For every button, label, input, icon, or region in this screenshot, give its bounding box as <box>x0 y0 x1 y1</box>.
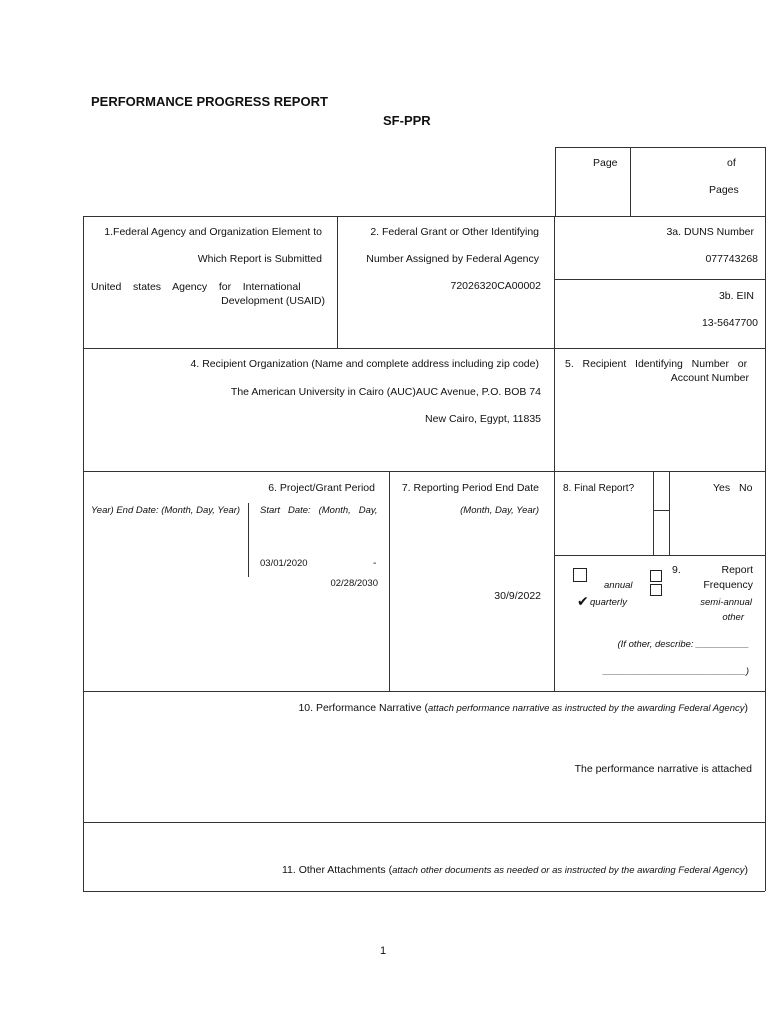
final-report-no[interactable]: No <box>739 482 753 494</box>
project-period-dash: - <box>373 557 377 569</box>
page-box-divider <box>630 147 631 217</box>
form-left-border <box>83 216 84 892</box>
quarterly-label: quarterly <box>590 597 627 608</box>
frequency-label-number: 9. <box>672 564 681 576</box>
project-period-label: 6. Project/Grant Period <box>268 482 375 494</box>
row3-divider-1 <box>389 471 390 692</box>
period-inner-divider <box>248 503 249 577</box>
recipient-address-line2: New Cairo, Egypt, 11835 <box>425 413 541 425</box>
performance-narrative-label-prefix: 10. Performance Narrative ( <box>298 702 429 714</box>
federal-agency-value-line1: United states Agency for International <box>91 281 301 293</box>
other-label: other <box>722 612 744 623</box>
grant-label-line2: Number Assigned by Federal Agency <box>366 253 539 265</box>
reporting-period-sublabel: (Month, Day, Year) <box>460 505 539 516</box>
frequency-label-report: Report <box>721 564 753 576</box>
recipient-id-label-line2: Account Number <box>670 372 749 384</box>
page-box-top-border <box>555 147 765 148</box>
project-start-date-label: Start Date: (Month, Day, <box>260 505 378 516</box>
row1-divider-1 <box>337 216 338 348</box>
other-attachments-label-instructions: attach other documents as needed or as instructed by the awarding Federal Agency <box>392 865 745 876</box>
recipient-label: 4. Recipient Organization (Name and complete address including zip code) <box>190 358 539 370</box>
grant-number: 72026320CA00002 <box>450 280 541 292</box>
recipient-address-line1: The American University in Cairo (AUC)AUC Avenue, P.O. BOB 74 <box>230 386 541 398</box>
quarterly-checkmark-icon[interactable]: ✔ <box>577 593 589 609</box>
project-start-date: 03/01/2020 <box>260 558 308 569</box>
other-describe-line1[interactable]: (If other, describe: __________ <box>617 639 749 650</box>
annual-checkbox[interactable] <box>573 568 587 582</box>
final-report-label: 8. Final Report? <box>563 483 635 494</box>
page-label: Page <box>593 157 618 169</box>
of-label: of <box>727 157 736 169</box>
form-bottom-border <box>83 891 765 892</box>
other-attachments-label <box>282 864 748 877</box>
final-report-yes[interactable]: Yes <box>713 482 731 494</box>
duns-label: 3a. DUNS Number <box>666 226 754 238</box>
row1-top-border <box>83 216 765 217</box>
semi-annual-checkbox[interactable] <box>650 570 662 582</box>
final-report-divider-2 <box>669 471 670 555</box>
federal-agency-value-line2: Development (USAID) <box>221 295 325 307</box>
pages-label: Pages <box>709 184 739 196</box>
project-end-date-label: Year) End Date: (Month, Day, Year) <box>91 505 241 516</box>
final-report-yes-no-divider <box>653 510 669 511</box>
page-box-left-border <box>555 147 556 217</box>
performance-narrative-label <box>298 702 748 715</box>
right-column-divider <box>554 216 555 692</box>
project-end-date: 02/28/2030 <box>330 578 378 589</box>
reporting-period-label: 7. Reporting Period End Date <box>401 482 539 494</box>
other-attachments-label-suffix: ) <box>744 864 748 876</box>
federal-agency-label-line1: 1.Federal Agency and Organization Element to <box>104 226 322 238</box>
federal-agency-label-line2: Which Report is Submitted <box>197 253 322 265</box>
ein-label: 3b. EIN <box>718 290 754 302</box>
other-attachments-label-prefix: 11. Other Attachments ( <box>281 864 393 876</box>
performance-narrative-value: The performance narrative is attached <box>574 763 752 775</box>
reporting-period-end-date: 30/9/2022 <box>494 590 541 602</box>
frequency-top-border <box>554 555 765 556</box>
row2-top-border <box>83 348 765 349</box>
duns-ein-divider <box>554 279 765 280</box>
row3-top-border <box>83 471 765 472</box>
form-code: SF-PPR <box>383 113 431 128</box>
other-describe-line2[interactable]: ___________________________) <box>603 666 749 677</box>
page-number: 1 <box>380 945 387 957</box>
ein-number: 13-5647700 <box>701 317 758 329</box>
form-right-border-lower <box>765 691 766 891</box>
performance-narrative-label-suffix: ) <box>744 702 748 714</box>
row5-top-border <box>83 822 765 823</box>
recipient-id-label-line1: 5. Recipient Identifying Number or <box>565 358 748 370</box>
form-right-border <box>765 147 766 692</box>
grant-label-line1: 2. Federal Grant or Other Identifying <box>370 226 539 238</box>
performance-narrative-label-instructions: attach performance narrative as instructed by the awarding Federal Agency <box>428 703 745 714</box>
final-report-divider-1 <box>653 471 654 555</box>
row4-top-border <box>83 691 765 692</box>
annual-label: annual <box>604 580 633 591</box>
form-title: PERFORMANCE PROGRESS REPORT <box>91 94 328 109</box>
other-checkbox[interactable] <box>650 584 662 596</box>
frequency-label-frequency: Frequency <box>703 579 753 591</box>
semi-annual-label: semi-annual <box>700 597 752 608</box>
duns-number: 077743268 <box>705 253 758 265</box>
